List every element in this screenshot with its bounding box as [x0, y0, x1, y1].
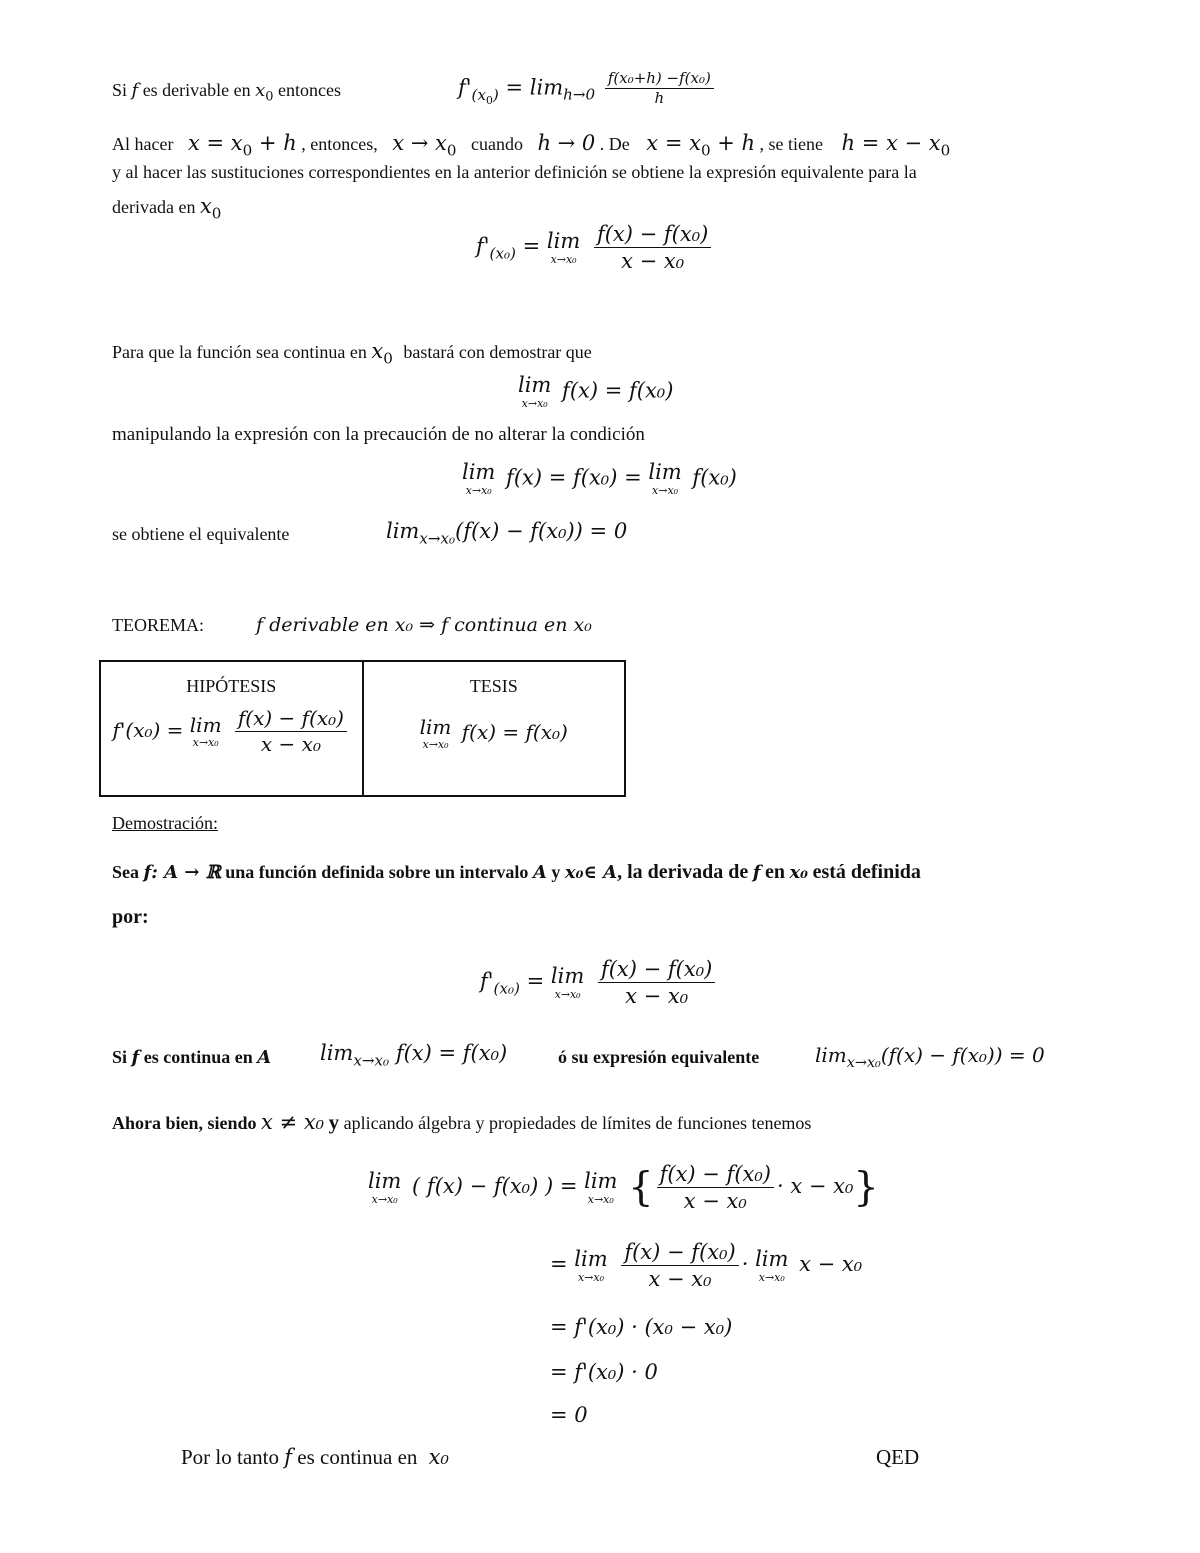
demo-title: Demostración:	[112, 813, 218, 833]
equation-derivative-1: $f'_{(x_0)}$ = lim x→x₀ $\frac{\text{f(x) − f(x₀)}}{\text{x − x₀}}$	[476, 222, 714, 273]
chain-row-4: = f'(x₀) · 0	[550, 1360, 658, 1384]
equation-continuity: lim x→x₀ f(x) = f(x₀)	[518, 373, 674, 410]
line-derivada-en: derivada en $x_0$	[112, 194, 222, 223]
thesis-title: TESIS	[469, 676, 518, 696]
thesis-cell	[363, 661, 626, 796]
line-ahora-bien: Ahora bien, siendo x ≠ x₀ y aplicando álgebra y propiedades de límites de funciones tenemos	[112, 1110, 812, 1134]
chain-row-3: = f'(x₀) · (x₀ − x₀)	[550, 1315, 733, 1339]
chain-row-5: = 0	[550, 1403, 588, 1427]
line-equivalente: se obtiene el equivalente	[112, 524, 290, 544]
chain-row-2: = lim x→x₀ $\frac{\text{f(x) − f(x₀)}}{\text{x − x₀}}$ · lim x→x₀ x − x₀	[550, 1240, 863, 1292]
equation-continuity-2: $\lim_{x\to x_0} f(x) = f(x_0)$	[320, 1041, 508, 1070]
demo-line-1b: por:	[112, 906, 149, 928]
equation-equivalent: $\lim_{x\to x_0}(f(x) - f(x_0)) = 0$	[386, 519, 628, 548]
theorem-statement: f derivable en x₀ ⇒ f continua en x₀	[256, 614, 592, 636]
hypothesis-title: HIPÓTESIS	[186, 676, 277, 696]
thesis-formula: lim x→x₀ f(x) = f(x₀)	[419, 715, 568, 751]
hypothesis-thesis-table	[99, 660, 626, 797]
demo-line-1: Sea f: A → ℝ una función definida sobre un intervalo A y x₀∈ A, la derivada de f en x₀ está definida	[112, 861, 921, 883]
qed-label: QED	[876, 1445, 920, 1469]
intro-line	[112, 80, 341, 105]
text-entonces: entonces	[278, 80, 342, 100]
conclusion-line: Por lo tanto f es continua en x₀	[181, 1445, 449, 1469]
line-manipulando: manipulando la expresión con la precaución de no alterar la condición	[112, 424, 645, 445]
line-si-continua: Si f es continua en A	[112, 1047, 272, 1068]
equation-manipulation: lim x→x₀ f(x) = f(x₀) = lim x→x₀ f(x₀)	[462, 460, 737, 497]
theorem-label: TEOREMA:	[112, 615, 204, 635]
text-si: Si	[112, 80, 128, 100]
equation-equivalent-2: $\lim_{x\to x_0}(f(x) - f(x_0)) = 0$	[815, 1043, 1045, 1072]
chain-row-1: lim x→x₀ ( f(x) − f(x₀) ) = lim x→x₀ { $\frac{\text{f(x) − f(x₀)}}{\text{x − x₀}}$ · x − x₀}	[368, 1162, 879, 1214]
hypothesis-cell	[100, 661, 363, 796]
hypothesis-formula: f'(x₀) = lim x→x₀ $\frac{\text{f(x) − f(x₀)}}{\text{x − x₀}}$	[101, 707, 362, 756]
line-sustituciones: y al hacer las sustituciones correspondientes en la anterior definición se obtiene la expresión equivalente para la	[112, 162, 917, 182]
line-al-hacer: Al hacer $x = x_0 + h$ , entonces, $x \to x_0$ cuando h → 0 . De $x = x_0 + h$ , se tiene $h = x - x_0$	[112, 131, 951, 160]
text-expresion-equivalente: ó su expresión equivalente	[558, 1047, 760, 1067]
line-para-que: Para que la función sea continua en $x_0$ bastará con demostrar que	[112, 339, 592, 368]
math-x0: $x_0$	[255, 80, 274, 105]
derivative-definition-small: $f'_{(x_0)} = \lim_{h\to 0}$ $\frac{\text{f(x₀+h) −f(x₀)}}{h}$	[458, 70, 717, 108]
text-derivable: es derivable en	[142, 80, 251, 100]
equation-derivative-2: $f'_{(x_0)}$ = lim x→x₀ $\frac{\text{f(x) − f(x₀)}}{\text{x − x₀}}$	[480, 957, 718, 1008]
math-f: f	[131, 80, 139, 101]
